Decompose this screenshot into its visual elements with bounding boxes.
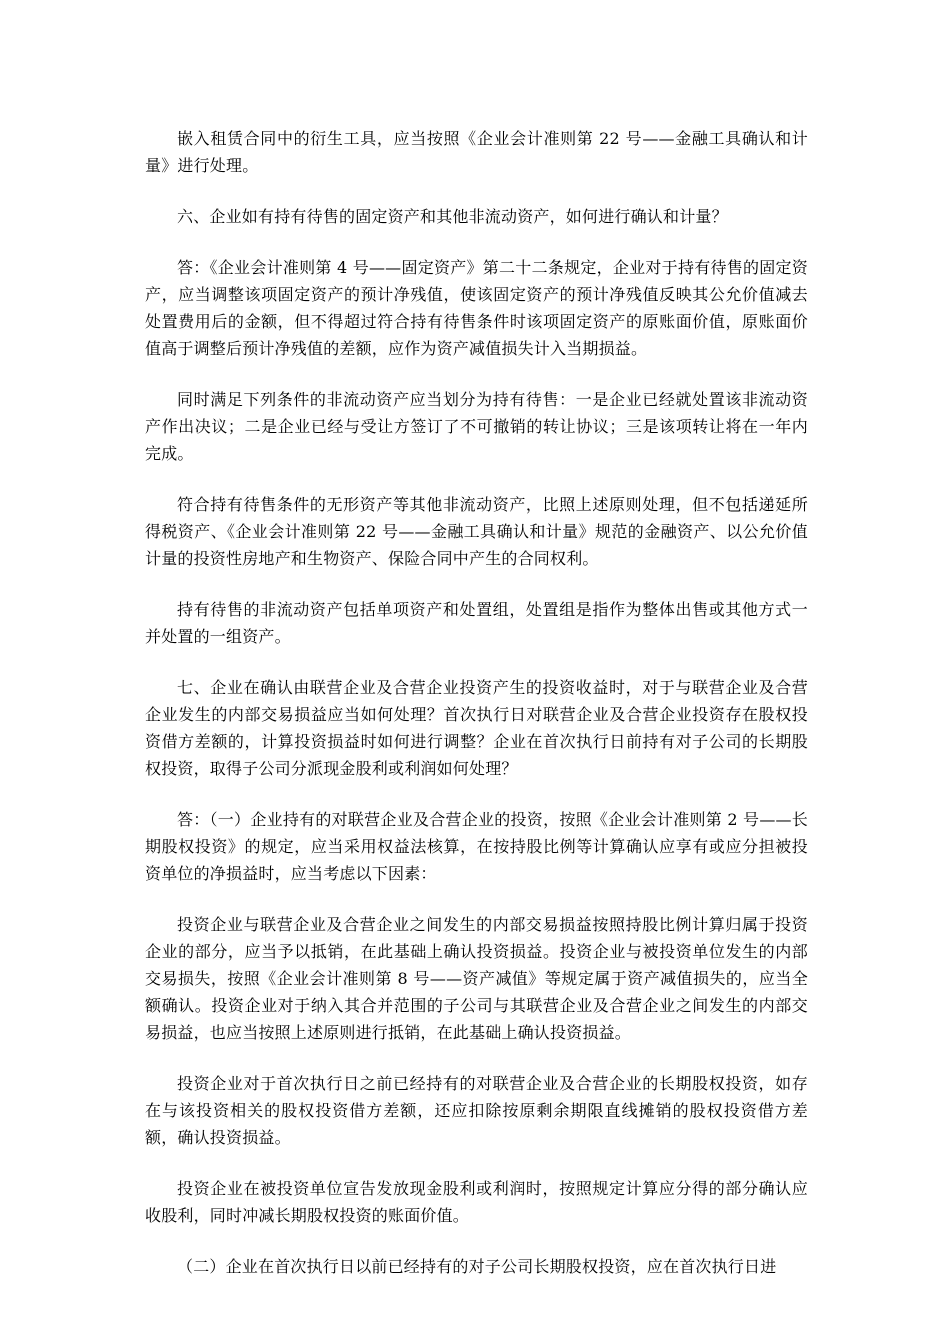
answer-seven-part-one: 答：（一）企业持有的对联营企业及合营企业的投资，按照《企业会计准则第 2 号——长期股权投资》的规定，应当采用权益法核算，在按持股比例等计算确认应享有或应分担被投资单位的净损益时，应当考虑以下因素： bbox=[145, 810, 808, 883]
paragraph-internal-transactions: 投资企业与联营企业及合营企业之间发生的内部交易损益按照持股比例计算归属于投资企业的部分，应当予以抵销，在此基础上确认投资损益。投资企业与被投资单位发生的内部交易损失，按照《企业会计准则第 8 号——资产减值》等规定属于资产减值损失的，应当全额确认。投资企业对于纳入其合并范围的子公司与其联营企业及合营企业之间发生的内部交易损益，也应当按照上述原则进行抵销，在此基础上确认投资损益。 bbox=[145, 915, 808, 1042]
document-body bbox=[145, 125, 808, 1304]
answer-seven-part-two: （二）企业在首次执行日以前已经持有的对子公司长期股权投资，应在首次执行日进 bbox=[177, 1257, 777, 1276]
paragraph-equity-debit-difference: 投资企业对于首次执行日之前已经持有的对联营企业及合营企业的长期股权投资，如存在与该投资相关的股权投资借方差额，还应扣除按原剩余期限直线摊销的股权投资借方差额，确认投资损益。 bbox=[145, 1074, 808, 1147]
paragraph-cash-dividends: 投资企业在被投资单位宣告发放现金股利或利润时，按照规定计算应分得的部分确认应收股利，同时冲减长期股权投资的账面价值。 bbox=[145, 1179, 808, 1225]
question-seven: 七、企业在确认由联营企业及合营企业投资产生的投资收益时，对于与联营企业及合营企业发生的内部交易损益应当如何处理？首次执行日对联营企业及合营企业投资存在股权投资借方差额的，计算投资损益时如何进行调整？企业在首次执行日前持有对子公司的长期股权投资，取得子公司分派现金股利或利润如何处理？ bbox=[145, 678, 808, 778]
question-six: 六、企业如有持有待售的固定资产和其他非流动资产，如何进行确认和计量？ bbox=[177, 207, 728, 226]
paragraph-disposal-group: 持有待售的非流动资产包括单项资产和处置组，处置组是指作为整体出售或其他方式一并处置的一组资产。 bbox=[145, 600, 808, 646]
paragraph-held-for-sale-conditions: 同时满足下列条件的非流动资产应当划分为持有待售：一是企业已经就处置该非流动资产作出决议；二是企业已经与受让方签订了不可撤销的转让协议；三是该项转让将在一年内完成。 bbox=[145, 390, 808, 463]
paragraph-embedded-derivatives: 嵌入租赁合同中的衍生工具，应当按照《企业会计准则第 22 号——金融工具确认和计量》进行处理。 bbox=[145, 129, 808, 175]
answer-six-fixed-assets: 答：《企业会计准则第 4 号——固定资产》第二十二条规定，企业对于持有待售的固定资产，应当调整该项固定资产的预计净残值，使该固定资产的预计净残值反映其公允价值减去处置费用后的金额，但不得超过符合持有待售条件时该项固定资产的原账面价值，原账面价值高于调整后预计净残值的差额，应作为资产减值损失计入当期损益。 bbox=[145, 258, 808, 358]
paragraph-other-noncurrent-assets: 符合持有待售条件的无形资产等其他非流动资产，比照上述原则处理，但不包括递延所得税资产、《企业会计准则第 22 号——金融工具确认和计量》规范的金融资产、以公允价值计量的投资性房地产和生物资产、保险合同中产生的合同权利。 bbox=[145, 495, 808, 568]
